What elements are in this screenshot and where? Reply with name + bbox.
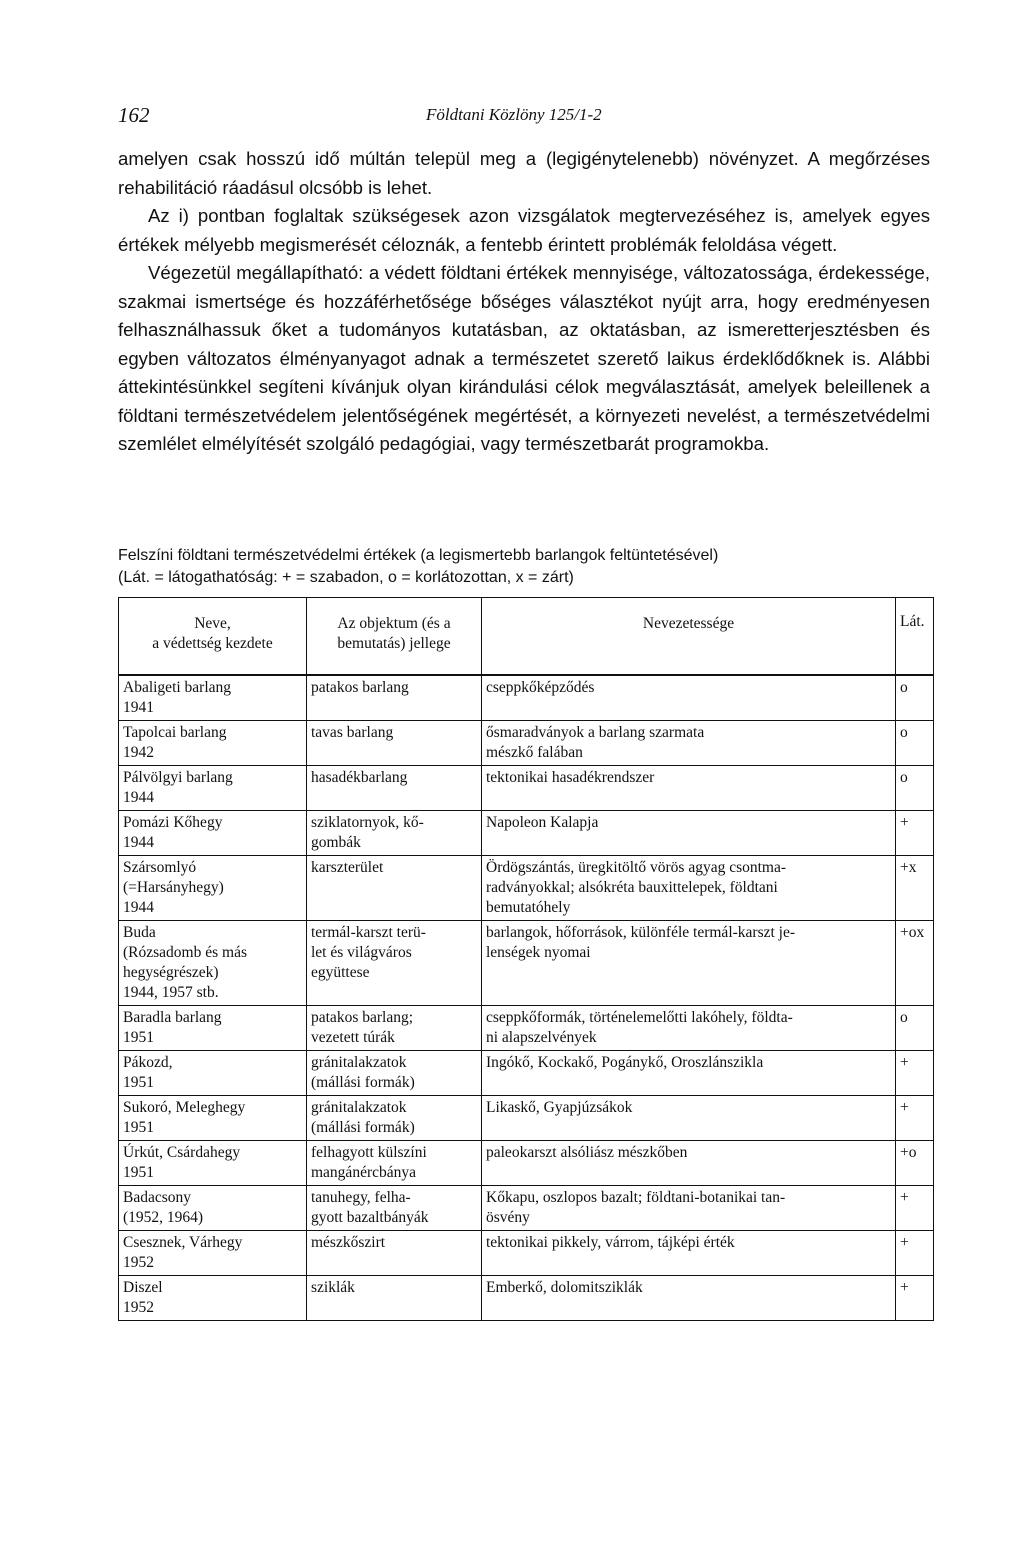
table-row <box>119 856 934 921</box>
cell-visitability: o <box>896 1006 934 1051</box>
table-row <box>119 811 934 856</box>
table-row <box>119 1096 934 1141</box>
cell-notability: Kőkapu, oszlopos bazalt; földtani-botanikai tan- ösvény <box>482 1186 896 1231</box>
cell-object-type: sziklák <box>307 1276 482 1321</box>
cell-notability: Emberkő, dolomitsziklák <box>482 1276 896 1321</box>
cell-name: Pálvölgyi barlang 1944 <box>119 766 307 811</box>
table-row <box>119 1276 934 1321</box>
cell-notability: barlangok, hőforrások, különféle termál-karszt je- lenségek nyomai <box>482 921 896 1006</box>
cell-name: Abaligeti barlang 1941 <box>119 675 307 721</box>
cell-name: Baradla barlang 1951 <box>119 1006 307 1051</box>
cell-object-type: termál-karszt terü- let és világváros együttese <box>307 921 482 1006</box>
cell-visitability: + <box>896 1231 934 1276</box>
cell-notability: Likaskő, Gyapjúzsákok <box>482 1096 896 1141</box>
cell-visitability: o <box>896 766 934 811</box>
cell-object-type: tanuhegy, felha- gyott bazaltbányák <box>307 1186 482 1231</box>
cell-object-type: tavas barlang <box>307 721 482 766</box>
cell-notability: Napoleon Kalapja <box>482 811 896 856</box>
cell-visitability: + <box>896 1186 934 1231</box>
table-body <box>119 675 934 1321</box>
table-row <box>119 1186 934 1231</box>
cell-notability: Ingókő, Kockakő, Pogánykő, Oroszlánszikla <box>482 1051 896 1096</box>
table-caption <box>118 545 938 589</box>
cell-visitability: o <box>896 721 934 766</box>
cell-object-type: patakos barlang <box>307 675 482 721</box>
caption-legend: (Lát. = látogathatóság: + = szabadon, o = korlátozottan, x = zárt) <box>118 569 574 586</box>
cell-object-type: karszterület <box>307 856 482 921</box>
header-name: Neve, a védettség kezdete <box>119 598 307 676</box>
sites-table <box>118 597 934 1321</box>
cell-object-type: gránitalakzatok (mállási formák) <box>307 1096 482 1141</box>
cell-visitability: + <box>896 811 934 856</box>
cell-name: Pomázi Kőhegy 1944 <box>119 811 307 856</box>
cell-visitability: o <box>896 675 934 721</box>
cell-notability: ősmaradványok a barlang szarmata mészkő falában <box>482 721 896 766</box>
table-row <box>119 721 934 766</box>
cell-notability: tektonikai hasadékrendszer <box>482 766 896 811</box>
table-row <box>119 675 934 721</box>
cell-visitability: + <box>896 1051 934 1096</box>
table-row <box>119 1141 934 1186</box>
table-header-row <box>119 598 934 676</box>
cell-visitability: +ox <box>896 921 934 1006</box>
header-object-type: Az objektum (és a bemutatás) jellege <box>307 598 482 676</box>
table-row <box>119 1006 934 1051</box>
header-notability: Nevezetessége <box>482 598 896 676</box>
cell-notability: Ördögszántás, üregkitöltő vörös agyag csontma- radványokkal; alsókréta bauxittelepek, földtani bemutatóhely <box>482 856 896 921</box>
cell-name: Szársomlyó (=Harsányhegy) 1944 <box>119 856 307 921</box>
cell-visitability: + <box>896 1276 934 1321</box>
cell-name: Sukoró, Meleghegy 1951 <box>119 1096 307 1141</box>
cell-notability: paleokarszt alsóliász mészkőben <box>482 1141 896 1186</box>
cell-visitability: +o <box>896 1141 934 1186</box>
cell-name: Tapolcai barlang 1942 <box>119 721 307 766</box>
paragraph-2: Az i) pontban foglaltak szükségesek azon vizsgálatok megtervezéséhez is, amelyek egyes értékek mélyebb megismerését céloznák, a fentebb érintett problémák feloldása végett. <box>118 205 930 255</box>
page-header <box>118 103 928 133</box>
cell-name: Buda (Rózsadomb és más hegységrészek) 1944, 1957 stb. <box>119 921 307 1006</box>
cell-name: Csesznek, Várhegy 1952 <box>119 1231 307 1276</box>
cell-visitability: +x <box>896 856 934 921</box>
paragraph-1: amelyen csak hosszú idő múltán települ meg a (legigénytelenebb) növényzet. A megőrzéses rehabilitáció ráadásul olcsóbb is lehet. <box>118 148 930 198</box>
cell-name: Úrkút, Csárdahegy 1951 <box>119 1141 307 1186</box>
cell-name: Pákozd, 1951 <box>119 1051 307 1096</box>
cell-object-type: hasadékbarlang <box>307 766 482 811</box>
caption-title: Felszíni földtani természetvédelmi értékek (a legismertebb barlangok feltüntetésével) <box>118 547 719 564</box>
cell-name: Diszel 1952 <box>119 1276 307 1321</box>
cell-object-type: felhagyott külszíni mangánércbánya <box>307 1141 482 1186</box>
cell-object-type: gránitalakzatok (mállási formák) <box>307 1051 482 1096</box>
header-visitability: Lát. <box>896 598 934 676</box>
table-row <box>119 1051 934 1096</box>
cell-notability: cseppkőformák, történelemelőtti lakóhely, földta- ni alapszelvények <box>482 1006 896 1051</box>
cell-object-type: patakos barlang; vezetett túrák <box>307 1006 482 1051</box>
paragraph-3: Végezetül megállapítható: a védett földtani értékek mennyisége, változatossága, érdekessége, szakmai ismertsége és hozzáférhetősége bőséges választékot nyújt arra, hogy eredményesen felhasználhassuk őket a tudományos kutatásban, az oktatásban, az ismeretterjesztésben és egyben változatos élményanyagot adnak a természetet szerető laikus érdeklődőknek is. Alábbi áttekintésünkkel segíteni kívánjuk olyan kirándulási célok megválasztását, amelyek beleillenek a földtani természetvédelem jelentőségének megértését, a környezeti nevelést, a természetvédelmi szemlélet elmélyítését szolgáló pedagógiai, vagy természetbarát programokba. <box>118 262 930 454</box>
cell-name: Badacsony (1952, 1964) <box>119 1186 307 1231</box>
cell-visitability: + <box>896 1096 934 1141</box>
body-text <box>118 145 930 459</box>
journal-title: Földtani Közlöny 125/1-2 <box>426 105 602 124</box>
table-row <box>119 766 934 811</box>
page-number: 162 <box>118 103 150 127</box>
cell-object-type: sziklatornyok, kő- gombák <box>307 811 482 856</box>
table-row <box>119 1231 934 1276</box>
table-row <box>119 921 934 1006</box>
cell-object-type: mészkőszirt <box>307 1231 482 1276</box>
cell-notability: cseppkőképződés <box>482 675 896 721</box>
cell-notability: tektonikai pikkely, várrom, tájképi érték <box>482 1231 896 1276</box>
